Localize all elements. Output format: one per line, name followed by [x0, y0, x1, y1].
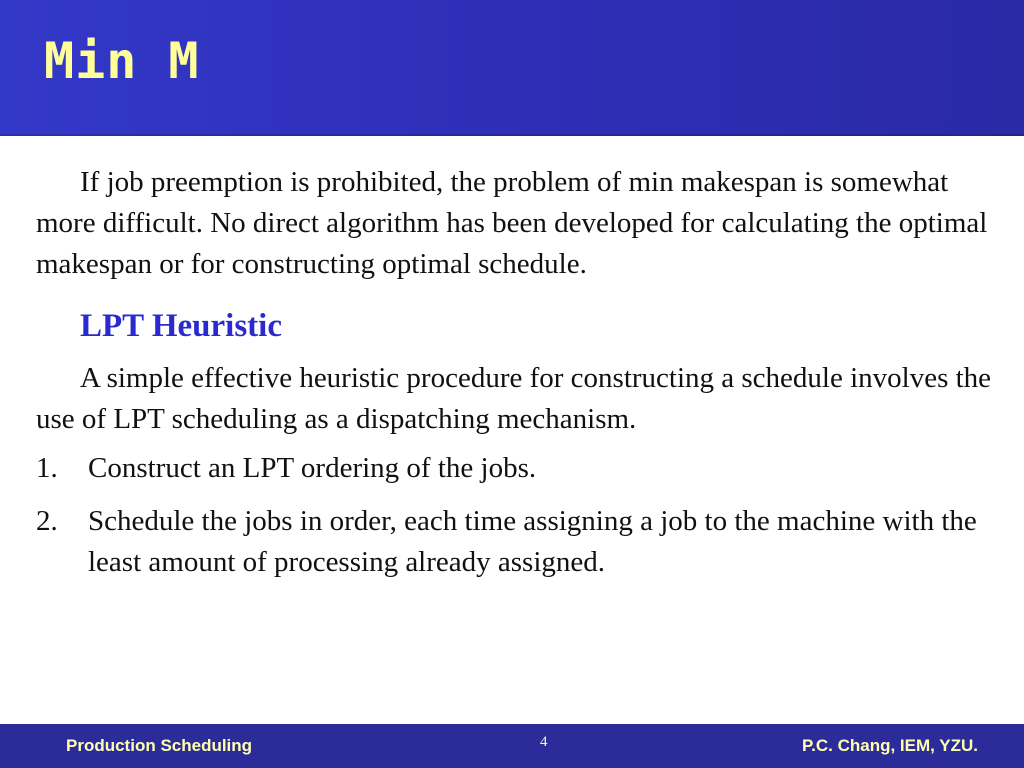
footer-author: P.C. Chang, IEM, YZU.: [801, 736, 978, 755]
slide-title: Min M: [44, 32, 200, 90]
page-number: 4: [540, 734, 548, 750]
section-heading: LPT Heuristic: [80, 308, 282, 344]
footer-course-title: Production Scheduling: [66, 736, 253, 755]
list-item-text: Construct an LPT ordering of the jobs.: [88, 452, 537, 484]
list-item: [36, 501, 996, 583]
list-item-text: Schedule the jobs in order, each time assigning a job to the machine with the least amount of processing already assigned.: [88, 505, 977, 578]
list-item-number: 2.: [36, 505, 58, 537]
list-item: [36, 448, 996, 489]
steps-list: [36, 448, 996, 583]
title-bar: [0, 0, 1024, 136]
footer-bar: [0, 724, 1024, 768]
intro-paragraph: If job preemption is prohibited, the problem of min makespan is somewhat more difficult. No direct algorithm has been developed for calculating the optimal makespan or for constructing optimal schedule.: [36, 166, 988, 280]
list-item-number: 1.: [36, 452, 58, 484]
heuristic-paragraph: A simple effective heuristic procedure for constructing a schedule involves the use of LPT scheduling as a dispatching mechanism.: [36, 362, 992, 435]
slide-content: [36, 162, 996, 595]
